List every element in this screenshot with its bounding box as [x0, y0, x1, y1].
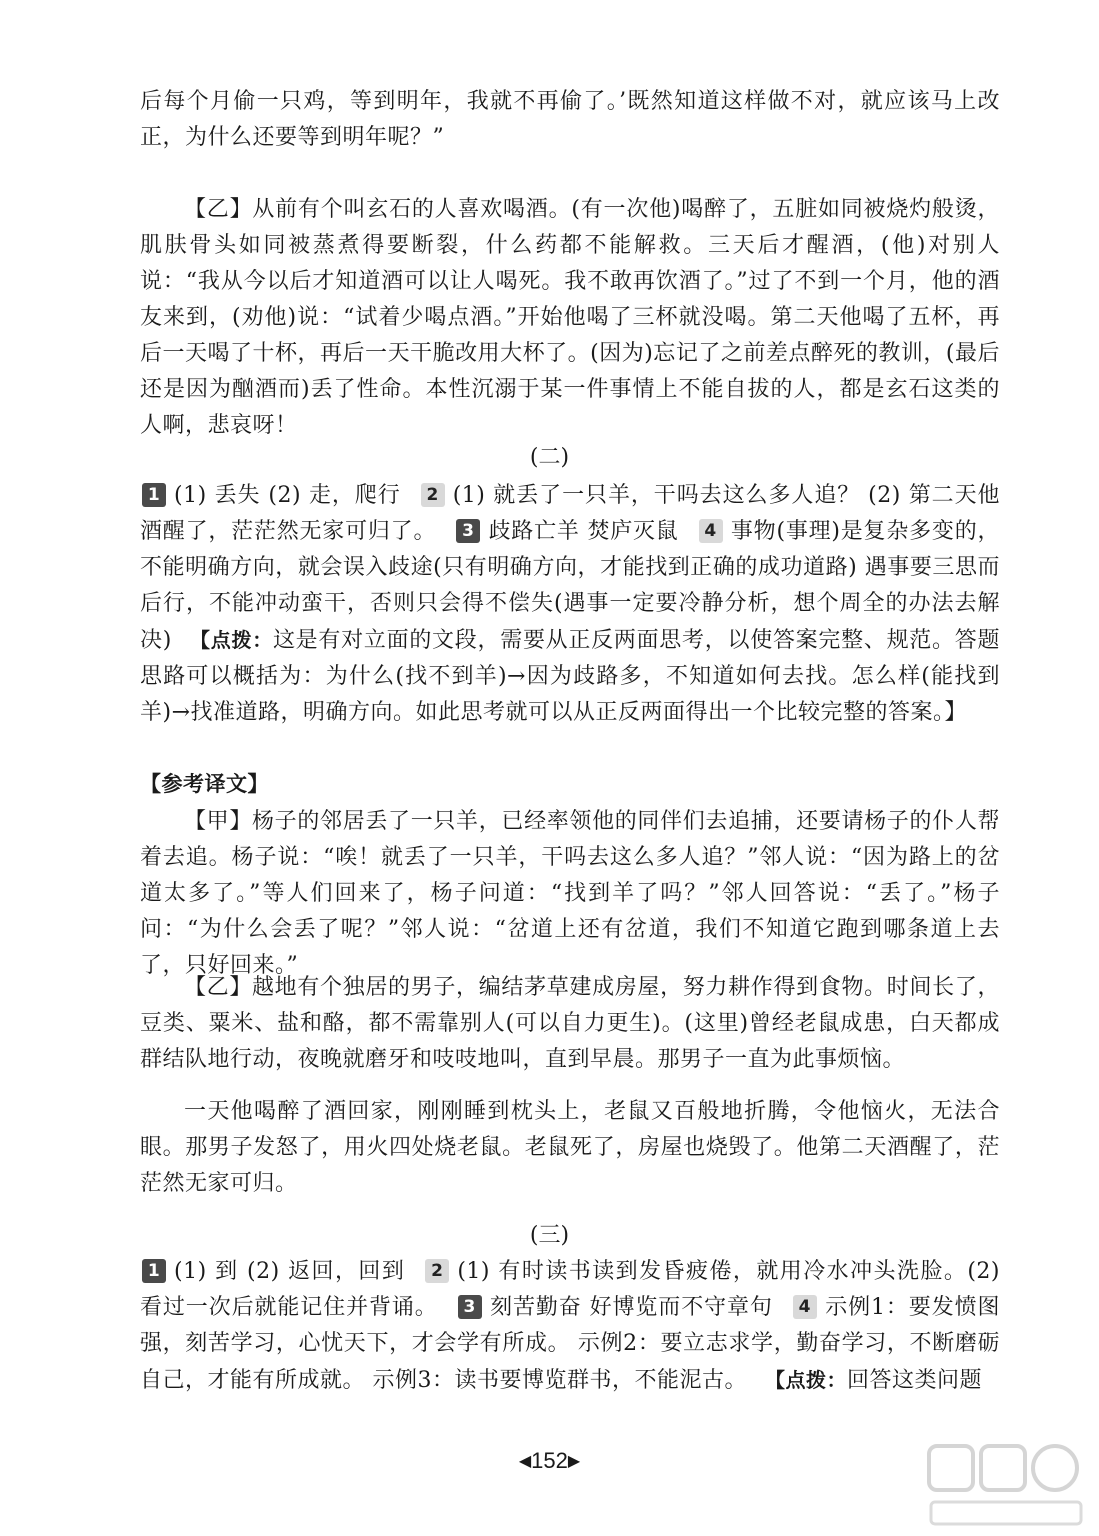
section3-answers	[140, 1254, 1000, 1399]
s2-q3-text: 歧路亡羊 焚庐灭鼠	[488, 519, 679, 544]
section3-title: (三)	[529, 1223, 570, 1248]
page-number-text: 152	[531, 1448, 568, 1473]
s3-q3-text: 刻苦勤奋 好博览而不守章句	[489, 1295, 773, 1320]
s3-q4-text: 示例1：要发愤图强，刻苦学习，心忧天下，才会学有所成。 示例2：要立志求学，勤奋学习，不断磨砺自己，才能有所成就。 示例3：读书要博览群书，不能泥古。	[140, 1295, 1000, 1393]
s2-tip-text: 这是有对立面的文段，需要从正反两面思考，以使答案完整、规范。答题思路可以概括为：为什么(找不到羊)→因为歧路多，不知道如何去找。怎么样(能找到羊)→找准道路，明确方向。如此思考就可以从正反两面得出一个比较完整的答案。】	[140, 628, 1000, 725]
left-arrow-icon: ◀	[518, 1453, 532, 1470]
s2-q2-text: (1) 就丢了一只羊，干吗去这么多人追？ (2) 第二天他酒醒了，茫茫然无家可归了。	[140, 483, 1001, 544]
question-4-badge: 4	[793, 1295, 817, 1319]
s3-q1-text: (1) 到 (2) 返回，回到	[174, 1259, 406, 1284]
s2-jia-paragraph: 【甲】杨子的邻居丢了一只羊，已经率领他的同伴们去追捕，还要请杨子的仆人帮着去追。杨子说：“唉！就丢了一只羊，干吗去这么多人追？”邻人说：“因为路上的岔道太多了。”等人们回来了，杨子问道：“找到羊了吗？”邻人回答说：“丢了。”杨子问：“为什么会丢了呢？”邻人说：“岔道上还有岔道，我们不知道它跑到哪条道上去了，只好回来。”	[140, 809, 1000, 978]
section2-answers	[140, 478, 1000, 731]
watermark-logo	[925, 1440, 1085, 1530]
question-2-badge: 2	[425, 1259, 449, 1283]
s2-tip-label: 【点拨：	[189, 628, 273, 652]
continuation-paragraph: 后每个月偷一只鸡，等到明年，我就不再偷了。’既然知道这样做不对，就应该马上改正，为什么还要等到明年呢？”	[140, 89, 1000, 150]
s2-q4-text: 事物(事理)是复杂多变的，不能明确方向，就会误入歧途(只有明确方向，才能找到正确的成功道路) 遇事要三思而后行，不能冲动蛮干，否则只会得不偿失(遇事一定要冷静分析，想个周全的办法去解决)	[140, 519, 1000, 653]
reference-translation-heading: 【参考译文】	[140, 772, 269, 796]
question-2-badge: 2	[421, 483, 445, 507]
question-1-badge: 1	[142, 483, 166, 507]
question-3-badge: 3	[458, 1295, 482, 1319]
section1-yi-paragraph: 【乙】从前有个叫玄石的人喜欢喝酒。(有一次他)喝醉了，五脏如同被烧灼般烫，肌肤骨头如同被蒸煮得要断裂，什么药都不能解救。三天后才醒酒，(他)对别人说：“我从今以后才知道酒可以让人喝死。我不敢再饮酒了。”过了不到一个月，他的酒友来到，(劝他)说：“试着少喝点酒。”开始他喝了三杯就没喝。第二天他喝了五杯，再后一天喝了十杯，再后一天干脆改用大杯了。(因为)忘记了之前差点醉死的教训，(最后还是因为酗酒而)丢了性命。本性沉溺于某一件事情上不能自拔的人，都是玄石这类的人啊，悲哀呀！	[140, 197, 1000, 438]
question-4-badge: 4	[699, 519, 723, 543]
question-3-badge: 3	[456, 519, 480, 543]
section2-title: (二)	[529, 445, 570, 470]
s3-tip-text: 回答这类问题	[847, 1368, 983, 1393]
right-arrow-icon: ▶	[567, 1453, 581, 1470]
s2-yi2-paragraph: 一天他喝醉了酒回家，刚刚睡到枕头上，老鼠又百般地折腾，令他恼火，无法合眼。那男子发怒了，用火四处烧老鼠。老鼠死了，房屋也烧毁了。他第二天酒醒了，茫茫然无家可归。	[140, 1099, 1000, 1196]
s3-q2-text: (1) 有时读书读到发昏疲倦，就用冷水冲头洗脸。(2) 看过一次后就能记住并背诵。	[140, 1259, 1001, 1320]
s2-yi-paragraph: 【乙】越地有个独居的男子，编结茅草建成房屋，努力耕作得到食物。时间长了，豆类、粟米、盐和酪，都不需靠别人(可以自力更生)。(这里)曾经老鼠成患，白天都成群结队地行动，夜晚就磨牙和吱吱地叫，直到早晨。那男子一直为此事烦恼。	[140, 975, 1000, 1072]
s3-tip-label: 【点拨：	[765, 1368, 847, 1392]
s2-q1-text: (1) 丢失 (2) 走，爬行	[174, 483, 401, 508]
question-1-badge: 1	[142, 1259, 166, 1283]
